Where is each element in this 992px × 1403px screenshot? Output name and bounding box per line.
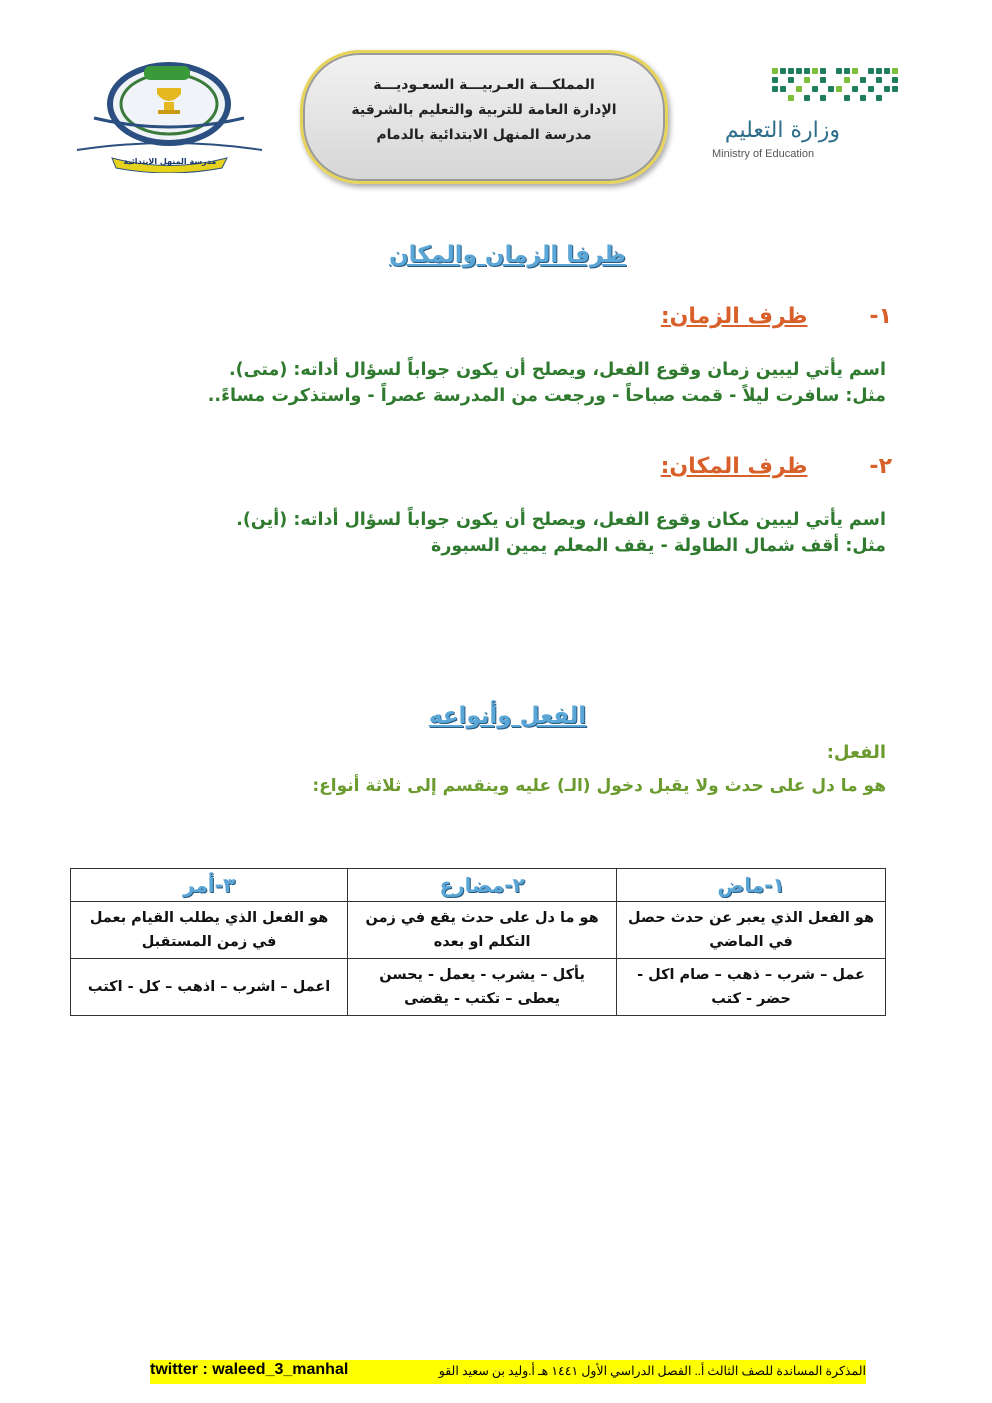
verb-label: الفعل: bbox=[826, 742, 886, 763]
header-line-administration: الإدارة العامة للتربية والتعليم بالشرقية bbox=[351, 102, 617, 118]
logo-dot bbox=[844, 95, 850, 101]
logo-dot bbox=[884, 68, 890, 74]
table-row bbox=[71, 959, 886, 1016]
header-line-kingdom: المملكـــة العـربيـــة السعـوديـــة bbox=[373, 77, 595, 93]
logo-dot bbox=[812, 86, 818, 92]
logo-dot bbox=[772, 86, 778, 92]
logo-dot bbox=[892, 68, 898, 74]
logo-dot bbox=[828, 86, 834, 92]
time-definition: اسم يأتي ليبين زمان وقوع الفعل، ويصلح أن يكون جواباً لسؤال أداته: (متى). bbox=[229, 360, 886, 380]
logo-dot bbox=[868, 68, 874, 74]
section-title-adverbs: ظرفا الزمان والمكان bbox=[389, 242, 626, 268]
logo-dot bbox=[804, 68, 810, 74]
ministry-dots-icon bbox=[772, 68, 898, 108]
logo-dot bbox=[772, 68, 778, 74]
footer-twitter-handle: twitter : waleed_3_manhal bbox=[150, 1361, 349, 1378]
school-emblem-icon bbox=[72, 58, 267, 173]
table-cell-present-definition: هو ما دل على حدث يقع في زمن التكلم او بعده bbox=[348, 902, 617, 959]
logo-dot bbox=[860, 95, 866, 101]
section-title-verbs: الفعل وأنواعه bbox=[428, 703, 587, 729]
logo-dot bbox=[836, 86, 842, 92]
logo-dot bbox=[876, 95, 882, 101]
logo-dot bbox=[892, 86, 898, 92]
heading-adverb-of-place bbox=[492, 454, 892, 479]
table-header-past: ١-ماض bbox=[617, 869, 886, 902]
heading-label: ظرف الزمان: bbox=[660, 304, 808, 329]
ministry-logo bbox=[700, 62, 900, 172]
logo-dot bbox=[852, 68, 858, 74]
logo-dot bbox=[780, 68, 786, 74]
table-row bbox=[71, 902, 886, 959]
school-logo-ribbon: مدرسة المنهل الابتدائية bbox=[123, 157, 217, 166]
table-cell-present-examples: يأكل – يشرب - يعمل - يحسن يعطى – تكتب - يقضى bbox=[348, 959, 617, 1016]
footer-text: المذكرة المساندة للصف الثالث أ.. الفصل الدراسي الأول ١٤٤١ هـ أ.وليد بن سعيد القو bbox=[438, 1364, 866, 1378]
place-definition: اسم يأتي ليبين مكان وقوع الفعل، ويصلح أن يكون جواباً لسؤال أداته: (أين). bbox=[236, 510, 886, 530]
header-title-box bbox=[300, 50, 668, 184]
heading-adverb-of-time bbox=[492, 304, 892, 329]
logo-dot bbox=[844, 68, 850, 74]
logo-dot bbox=[876, 77, 882, 83]
table-cell-past-examples: عمل – شرب – ذهب – صام اكل - حضر - كتب bbox=[617, 959, 886, 1016]
heading-label: ظرف المكان: bbox=[660, 454, 808, 479]
logo-dot bbox=[820, 95, 826, 101]
logo-dot bbox=[876, 68, 882, 74]
logo-dot bbox=[852, 86, 858, 92]
logo-dot bbox=[844, 77, 850, 83]
footer-bar bbox=[150, 1360, 866, 1384]
table-cell-past-definition: هو الفعل الذي يعبر عن حدث حصل في الماضي bbox=[617, 902, 886, 959]
logo-dot bbox=[820, 77, 826, 83]
logo-dot bbox=[812, 68, 818, 74]
logo-dot bbox=[892, 77, 898, 83]
school-logo bbox=[72, 58, 267, 173]
logo-dot bbox=[860, 77, 866, 83]
logo-dot bbox=[836, 68, 842, 74]
table-cell-imperative-examples: اعمل – اشرب – اذهب – كل - اكتب bbox=[71, 959, 348, 1016]
table-header-row bbox=[71, 869, 886, 902]
logo-dot bbox=[868, 86, 874, 92]
table-header-imperative: ٣-أمر bbox=[71, 869, 348, 902]
heading-number: ١- bbox=[869, 304, 892, 329]
logo-dot bbox=[780, 86, 786, 92]
logo-dot bbox=[804, 77, 810, 83]
logo-dot bbox=[772, 77, 778, 83]
logo-dot bbox=[788, 95, 794, 101]
header-line-school: مدرسة المنهل الابتدائية بالدمام bbox=[376, 127, 592, 143]
ministry-logo-arabic: وزارة التعليم bbox=[724, 118, 840, 143]
logo-dot bbox=[796, 68, 802, 74]
verb-definition: هو ما دل على حدث ولا يقبل دخول (الـ) عليه وينقسم إلى ثلاثة أنواع: bbox=[312, 776, 886, 796]
logo-dot bbox=[884, 86, 890, 92]
table-header-present: ٢-مضارع bbox=[348, 869, 617, 902]
table-cell-imperative-definition: هو الفعل الذي يطلب القيام بعمل في زمن المستقبل bbox=[71, 902, 348, 959]
logo-dot bbox=[788, 77, 794, 83]
ministry-logo-english: Ministry of Education bbox=[712, 148, 815, 160]
logo-dot bbox=[804, 95, 810, 101]
time-example: مثل: سافرت ليلاً - قمت صباحاً - ورجعت من المدرسة عصراً - واستذكرت مساءً.. bbox=[207, 386, 886, 406]
verb-types-table bbox=[70, 868, 886, 1016]
logo-dot bbox=[788, 68, 794, 74]
place-example: مثل: أقف شمال الطاولة - يقف المعلم يمين السبورة bbox=[431, 536, 886, 556]
heading-number: ٢- bbox=[869, 454, 892, 479]
logo-dot bbox=[796, 86, 802, 92]
logo-dot bbox=[820, 68, 826, 74]
